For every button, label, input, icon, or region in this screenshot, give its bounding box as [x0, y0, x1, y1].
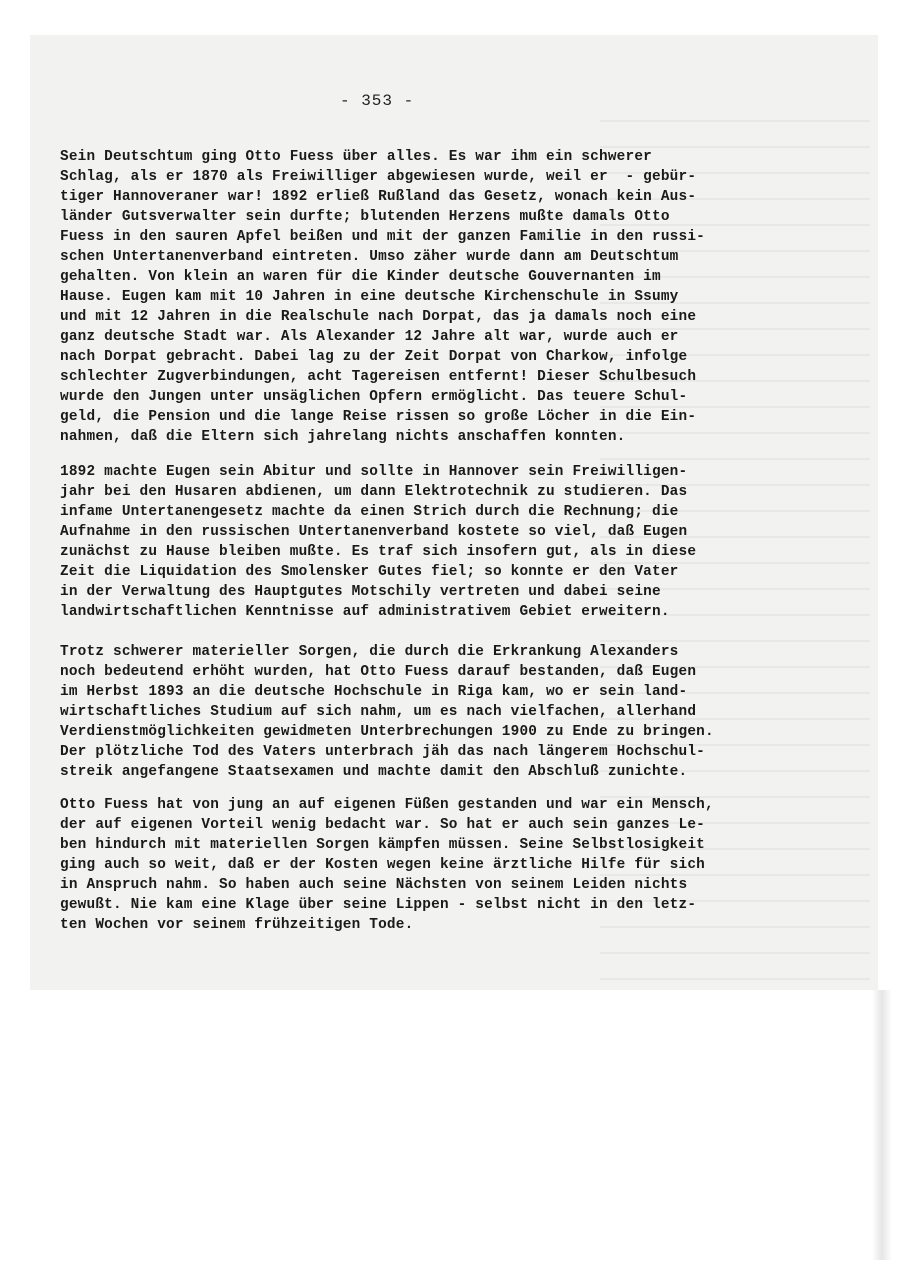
- text-line: länder Gutsverwalter sein durfte; blutenden Herzens mußte damals Otto: [60, 209, 670, 225]
- text-line: Otto Fuess hat von jung an auf eigenen Füßen gestanden und war ein Mensch,: [60, 797, 714, 813]
- text-line: 1892 machte Eugen sein Abitur und sollte in Hannover sein Freiwilligen-: [60, 464, 688, 480]
- paragraph: [60, 462, 820, 622]
- text-line: ten Wochen vor seinem frühzeitigen Tode.: [60, 917, 414, 933]
- text-line: zunächst zu Hause bleiben mußte. Es traf sich insofern gut, als in diese: [60, 544, 697, 560]
- text-line: und mit 12 Jahren in die Realschule nach Dorpat, das ja damals noch eine: [60, 309, 697, 325]
- text-line: schen Untertanenverband eintreten. Umso zäher wurde dann am Deutschtum: [60, 249, 679, 265]
- text-line: ben hindurch mit materiellen Sorgen kämpfen müssen. Seine Selbstlosigkeit: [60, 837, 706, 853]
- text-line: tiger Hannoveraner war! 1892 erließ Rußland das Gesetz, wonach kein Aus-: [60, 189, 697, 205]
- text-line: Sein Deutschtum ging Otto Fuess über alles. Es war ihm ein schwerer: [60, 149, 652, 165]
- text-line: gehalten. Von klein an waren für die Kinder deutsche Gouvernanten im: [60, 269, 661, 285]
- text-line: landwirtschaftlichen Kenntnisse auf administrativem Gebiet erweitern.: [60, 604, 670, 620]
- text-line: geld, die Pension und die lange Reise rissen so große Löcher in die Ein-: [60, 409, 697, 425]
- text-line: wurde den Jungen unter unsäglichen Opfern ermöglicht. Das teuere Schul-: [60, 389, 688, 405]
- text-line: gewußt. Nie kam eine Klage über seine Lippen - selbst nicht in den letz-: [60, 897, 697, 913]
- text-line: jahr bei den Husaren abdienen, um dann Elektrotechnik zu studieren. Das: [60, 484, 688, 500]
- text-line: Schlag, als er 1870 als Freiwilliger abgewiesen wurde, weil er - gebür-: [60, 169, 697, 185]
- text-line: nach Dorpat gebracht. Dabei lag zu der Zeit Dorpat von Charkow, infolge: [60, 349, 688, 365]
- paragraph: [60, 147, 820, 447]
- text-line: in Anspruch nahm. So haben auch seine Nächsten von seinem Leiden nichts: [60, 877, 688, 893]
- page-number: - 353 -: [340, 92, 415, 110]
- text-line: schlechter Zugverbindungen, acht Tagereisen entfernt! Dieser Schulbesuch: [60, 369, 697, 385]
- text-line: wirtschaftliches Studium auf sich nahm, um es nach vielfachen, allerhand: [60, 704, 697, 720]
- paragraph: [60, 642, 820, 782]
- text-line: infame Untertanengesetz machte da einen Strich durch die Rechnung; die: [60, 504, 679, 520]
- text-line: Aufnahme in den russischen Untertanenverband kostete so viel, daß Eugen: [60, 524, 688, 540]
- page-edge-shadow: [872, 990, 892, 1260]
- text-line: Zeit die Liquidation des Smolensker Gutes fiel; so konnte er den Vater: [60, 564, 679, 580]
- text-line: Hause. Eugen kam mit 10 Jahren in eine deutsche Kirchenschule in Ssumy: [60, 289, 679, 305]
- text-line: der auf eigenen Vorteil wenig bedacht war. So hat er auch sein ganzes Le-: [60, 817, 706, 833]
- text-line: Verdienstmöglichkeiten gewidmeten Unterbrechungen 1900 zu Ende zu bringen.: [60, 724, 714, 740]
- text-line: im Herbst 1893 an die deutsche Hochschule in Riga kam, wo er sein land-: [60, 684, 688, 700]
- text-line: noch bedeutend erhöht wurden, hat Otto Fuess darauf bestanden, daß Eugen: [60, 664, 697, 680]
- text-line: Der plötzliche Tod des Vaters unterbrach jäh das nach längerem Hochschul-: [60, 744, 706, 760]
- text-line: ging auch so weit, daß er der Kosten wegen keine ärztliche Hilfe für sich: [60, 857, 706, 873]
- text-line: streik angefangene Staatsexamen und machte damit den Abschluß zunichte.: [60, 764, 688, 780]
- text-line: ganz deutsche Stadt war. Als Alexander 12 Jahre alt war, wurde auch er: [60, 329, 679, 345]
- text-line: Fuess in den sauren Apfel beißen und mit der ganzen Familie in den russi-: [60, 229, 706, 245]
- text-line: nahmen, daß die Eltern sich jahrelang nichts anschaffen konnten.: [60, 429, 626, 445]
- paragraph: [60, 795, 820, 935]
- text-line: Trotz schwerer materieller Sorgen, die durch die Erkrankung Alexanders: [60, 644, 679, 660]
- text-line: in der Verwaltung des Hauptgutes Motschily vertreten und dabei seine: [60, 584, 661, 600]
